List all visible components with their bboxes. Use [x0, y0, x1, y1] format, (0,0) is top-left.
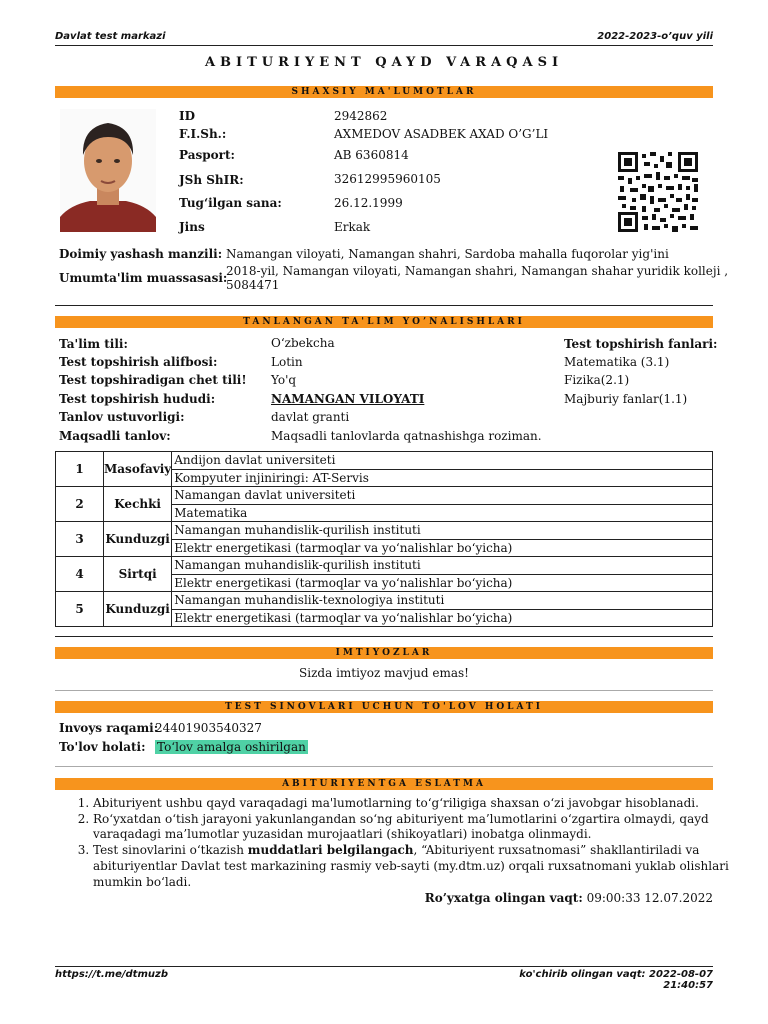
applicant-photo — [60, 109, 156, 232]
table-row — [56, 487, 713, 505]
header-year: 2022-2023-o’quv yili — [597, 31, 713, 42]
direction-program: Kompyuter injiniringi: AT-Servis — [172, 469, 713, 487]
table-row — [56, 522, 713, 540]
alphabet-value: Lotin — [271, 355, 303, 369]
note3-text-rest: , “Abituriyent ruxsatnomasi” shakllantiriladi va abituriyentlar Davlat test markazining rasmiy veb-sayti (my.dtm.uz) orqali ruxsatnomani yuklab olishlari mumkin bo‘ladi. — [93, 843, 729, 889]
header-rule — [55, 45, 713, 46]
list-item — [93, 843, 743, 890]
birth-value: 26.12.1999 — [334, 196, 403, 210]
name-value: AXMEDOV ASADBEK AXAD O’G’LI — [334, 127, 549, 141]
invoice-value: 24401903540327 — [155, 721, 262, 735]
direction-program: Elektr energetikasi (tarmoqlar va yo‘nalishlar bo‘yicha) — [172, 574, 713, 592]
footer-timestamp-date: ko'chirib olingan vaqt: 2022-08-07 — [519, 969, 713, 980]
passport-value: AB 6360814 — [334, 148, 409, 162]
direction-university: Namangan muhandislik-texnologiya instituti — [172, 592, 713, 610]
divider — [55, 690, 713, 691]
birth-label: Tug‘ilgan sana: — [179, 196, 282, 210]
footer-link[interactable]: https://t.me/dtmuzb — [55, 969, 168, 980]
lang-value: O‘zbekcha — [271, 336, 335, 350]
direction-university: Andijon davlat universiteti — [172, 452, 713, 470]
alphabet-label: Test topshirish alifbosi: — [59, 355, 218, 369]
table-row — [56, 452, 713, 470]
direction-form: Kunduzgi — [104, 592, 172, 627]
status-label: To'lov holati: — [59, 740, 146, 754]
target-label: Maqsadli tanlov: — [59, 429, 171, 443]
header-org: Davlat test markazi — [55, 31, 166, 42]
list-item: 1. Abituriyent ushbu qayd varaqadagi ma'lumotlarning to‘g‘riligiga shaxsan o‘zi javobgar hisoblanadi. — [93, 796, 743, 812]
direction-form: Sirtqi — [104, 557, 172, 592]
address-label: Doimiy yashash manzili: — [59, 247, 223, 261]
footer-timestamp — [519, 969, 713, 991]
table-row — [56, 592, 713, 610]
page-title: ABITURIYENT QAYD VARAQASI — [204, 55, 564, 70]
payment-status: To‘lov amalga oshirilgan — [157, 740, 306, 754]
direction-number: 5 — [56, 592, 104, 627]
section-payment: TEST SINOVLARI UCHUN TO'LOV HOLATI — [55, 701, 713, 713]
jshshir-value: 32612995960105 — [334, 172, 441, 186]
subject-item: Fizika(2.1) — [564, 373, 630, 387]
direction-number: 1 — [56, 452, 104, 487]
foreign-value: Yo'q — [271, 373, 297, 387]
table-row — [56, 557, 713, 575]
lang-label: Ta'lim tili: — [59, 337, 128, 351]
registered-time — [425, 891, 713, 905]
registered-label: Ro’yxatga olingan vaqt: — [424, 891, 583, 905]
id-label: ID — [179, 109, 196, 123]
foreign-label: Test topshiradigan chet tili! — [59, 373, 247, 387]
school-value-line2: 5084471 — [226, 278, 280, 292]
school-value-line1: 2018-yil, Namangan viloyati, Namangan shahri, Namangan shahar yuridik kolleji , — [226, 264, 729, 278]
jshshir-label: JSh ShIR: — [179, 173, 244, 187]
direction-university: Namangan muhandislik-qurilish instituti — [172, 557, 713, 575]
region-value: NAMANGAN VILOYATI — [271, 392, 425, 406]
registered-value: 09:00:33 12.07.2022 — [586, 891, 713, 905]
direction-form: Masofaviy — [104, 452, 172, 487]
subject-item: Majburiy fanlar(1.1) — [564, 392, 688, 406]
status-badge — [155, 740, 308, 754]
direction-number: 2 — [56, 487, 104, 522]
priority-value: davlat granti — [271, 410, 350, 424]
section-directions: TANLANGAN TA'LIM YO’NALISHLARI — [55, 316, 713, 328]
section-personal: SHAXSIY MA'LUMOTLAR — [55, 86, 713, 98]
school-label: Umumta'lim muassasasi: — [59, 271, 228, 285]
divider — [55, 305, 713, 306]
direction-program: Elektr energetikasi (tarmoqlar va yo‘nalishlar bo‘yicha) — [172, 609, 713, 627]
divider — [55, 766, 713, 767]
direction-program: Matematika — [172, 504, 713, 522]
priority-label: Tanlov ustuvorligi: — [59, 410, 185, 424]
gender-label: Jins — [179, 220, 205, 234]
region-label: Test topshirish hududi: — [59, 392, 216, 406]
direction-number: 4 — [56, 557, 104, 592]
direction-university: Namangan davlat universiteti — [172, 487, 713, 505]
directions-table — [55, 451, 713, 627]
direction-program: Elektr energetikasi (tarmoqlar va yo‘nalishlar bo‘yicha) — [172, 539, 713, 557]
qr-code-icon — [618, 152, 698, 232]
direction-number: 3 — [56, 522, 104, 557]
subject-item: Matematika (3.1) — [564, 355, 670, 369]
reminder-list — [55, 796, 743, 890]
name-label: F.I.Sh.: — [179, 127, 227, 141]
subjects-label: Test topshirish fanlari: — [564, 337, 718, 351]
direction-form: Kechki — [104, 487, 172, 522]
passport-label: Pasport: — [179, 148, 235, 162]
note3-text: Test sinovlarini o‘tkazish — [93, 843, 248, 858]
target-value: Maqsadli tanlovlarda qatnashishga roziman. — [271, 429, 542, 443]
invoice-label: Invoys raqami: — [59, 721, 159, 735]
footer-timestamp-time: 21:40:57 — [663, 980, 713, 991]
divider — [55, 636, 713, 637]
direction-university: Namangan muhandislik-qurilish instituti — [172, 522, 713, 540]
section-reminder: ABITURIYENTGA ESLATMA — [55, 778, 713, 790]
section-privileges: IMTIYOZLAR — [55, 647, 713, 659]
footer-rule — [55, 966, 713, 967]
id-value: 2942862 — [334, 109, 388, 123]
gender-value: Erkak — [334, 220, 371, 234]
address-value: Namangan viloyati, Namangan shahri, Sardoba mahalla fuqorolar yig'ini — [226, 247, 669, 261]
note3-bold: muddatlari belgilangach — [247, 843, 414, 858]
list-item: 2. Ro‘yxatdan o‘tish jarayoni yakunlangandan so‘ng abituriyent ma’lumotlarini o‘zgartira olmaydi, qayd varaqadagi ma’lumotlar yuzasidan murojaatlari (shikoyatlari) inobatga olinmaydi. — [93, 812, 743, 843]
privileges-text: Sizda imtiyoz mavjud emas! — [299, 666, 469, 680]
direction-form: Kunduzgi — [104, 522, 172, 557]
